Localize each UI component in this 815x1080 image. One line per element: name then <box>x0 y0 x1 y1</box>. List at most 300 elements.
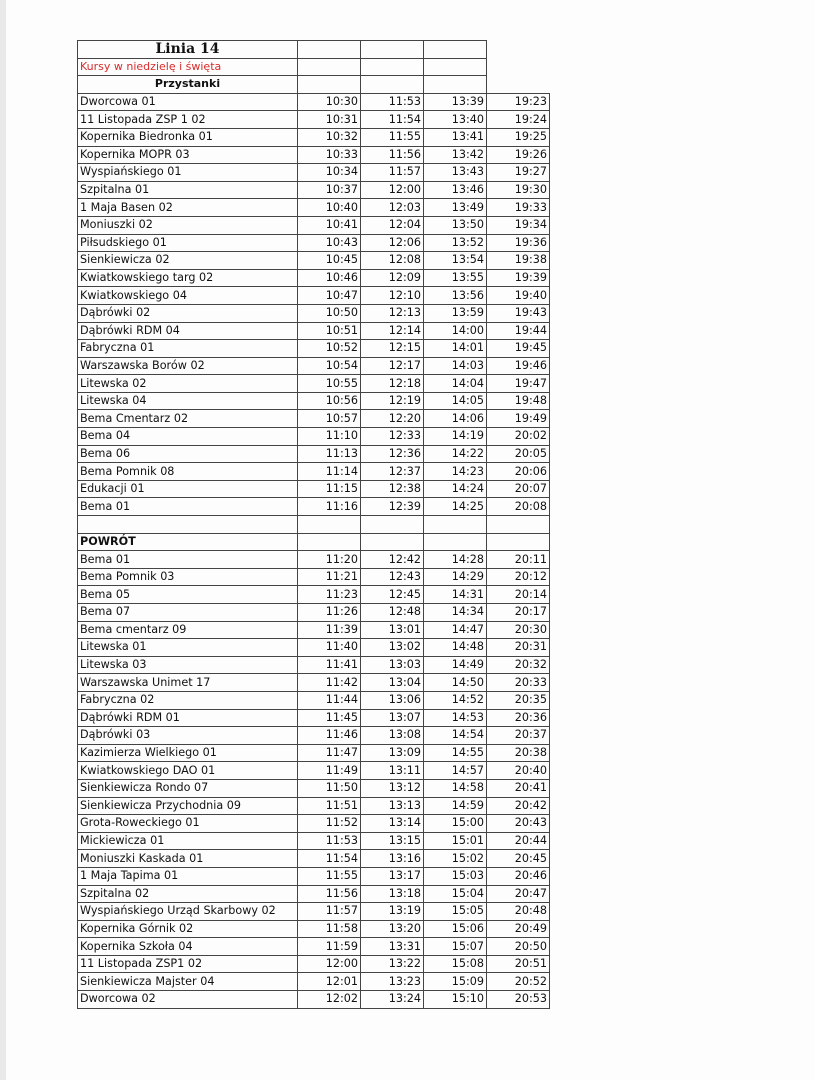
departure-time: 11:45 <box>298 709 361 727</box>
return-section-label: POWRÓT <box>78 533 298 551</box>
departure-time: 10:37 <box>298 181 361 199</box>
subtitle-row <box>78 58 550 76</box>
departure-time: 11:54 <box>361 111 424 129</box>
departure-time: 12:09 <box>361 269 424 287</box>
departure-time: 13:06 <box>361 691 424 709</box>
departure-time: 11:39 <box>298 621 361 639</box>
departure-time: 20:32 <box>487 656 550 674</box>
departure-time: 19:27 <box>487 164 550 182</box>
departure-time: 11:16 <box>298 498 361 516</box>
departure-time: 14:06 <box>424 410 487 428</box>
empty-cell <box>361 58 424 76</box>
departure-time: 12:04 <box>361 216 424 234</box>
departure-time: 19:25 <box>487 128 550 146</box>
departure-time: 20:38 <box>487 744 550 762</box>
departure-time: 13:40 <box>424 111 487 129</box>
table-row <box>78 955 550 973</box>
departure-time: 11:46 <box>298 727 361 745</box>
departure-time: 10:57 <box>298 410 361 428</box>
departure-time: 14:24 <box>424 480 487 498</box>
departure-time: 10:34 <box>298 164 361 182</box>
departure-time: 13:41 <box>424 128 487 146</box>
stop-name: Bema 05 <box>78 586 298 604</box>
stop-name: Moniuszki 02 <box>78 216 298 234</box>
departure-time: 13:55 <box>424 269 487 287</box>
departure-time: 11:54 <box>298 850 361 868</box>
departure-time: 20:31 <box>487 639 550 657</box>
departure-time: 19:39 <box>487 269 550 287</box>
departure-time: 14:01 <box>424 340 487 358</box>
table-row <box>78 586 550 604</box>
departure-time: 15:07 <box>424 938 487 956</box>
stop-name: Sienkiewicza 02 <box>78 252 298 270</box>
empty-cell <box>78 516 298 534</box>
departure-time: 11:41 <box>298 656 361 674</box>
departure-time: 10:30 <box>298 93 361 111</box>
table-row <box>78 709 550 727</box>
stop-name: Piłsudskiego 01 <box>78 234 298 252</box>
departure-time: 19:45 <box>487 340 550 358</box>
schedule-subtitle: Kursy w niedzielę i święta <box>78 58 298 76</box>
stop-name: Bema 01 <box>78 551 298 569</box>
stop-name: Wyspiańskiego 01 <box>78 164 298 182</box>
table-row <box>78 375 550 393</box>
departure-time: 13:15 <box>361 832 424 850</box>
departure-time: 19:49 <box>487 410 550 428</box>
departure-time: 20:46 <box>487 867 550 885</box>
departure-time: 13:46 <box>424 181 487 199</box>
table-row <box>78 498 550 516</box>
departure-time: 14:28 <box>424 551 487 569</box>
departure-time: 14:57 <box>424 762 487 780</box>
departure-time: 20:52 <box>487 973 550 991</box>
departure-time: 13:04 <box>361 674 424 692</box>
departure-time: 15:10 <box>424 991 487 1009</box>
table-row <box>78 727 550 745</box>
table-row <box>78 181 550 199</box>
stop-name: Dąbrówki RDM 01 <box>78 709 298 727</box>
stop-name: Moniuszki Kaskada 01 <box>78 850 298 868</box>
table-row <box>78 340 550 358</box>
departure-time: 20:36 <box>487 709 550 727</box>
departure-time: 13:02 <box>361 639 424 657</box>
blank-row <box>78 516 550 534</box>
empty-cell <box>361 41 424 59</box>
stop-name: Sienkiewicza Majster 04 <box>78 973 298 991</box>
stop-name: Dworcowa 01 <box>78 93 298 111</box>
departure-time: 11:10 <box>298 428 361 446</box>
departure-time: 13:39 <box>424 93 487 111</box>
departure-time: 13:19 <box>361 903 424 921</box>
departure-time: 15:02 <box>424 850 487 868</box>
stop-name: Dworcowa 02 <box>78 991 298 1009</box>
departure-time: 14:04 <box>424 375 487 393</box>
departure-time: 12:17 <box>361 357 424 375</box>
empty-cell <box>424 41 487 59</box>
table-row <box>78 199 550 217</box>
departure-time: 10:33 <box>298 146 361 164</box>
stop-name: Dąbrówki RDM 04 <box>78 322 298 340</box>
stops-header: Przystanki <box>78 76 298 94</box>
table-row <box>78 938 550 956</box>
departure-time: 12:37 <box>361 463 424 481</box>
departure-time: 14:49 <box>424 656 487 674</box>
table-row <box>78 463 550 481</box>
stop-name: Wyspiańskiego Urząd Skarbowy 02 <box>78 903 298 921</box>
empty-cell <box>424 533 487 551</box>
departure-time: 15:04 <box>424 885 487 903</box>
departure-time: 13:07 <box>361 709 424 727</box>
departure-time: 15:08 <box>424 955 487 973</box>
departure-time: 12:45 <box>361 586 424 604</box>
departure-time: 15:05 <box>424 903 487 921</box>
empty-cell <box>424 58 487 76</box>
stop-name: Sienkiewicza Rondo 07 <box>78 779 298 797</box>
departure-time: 11:20 <box>298 551 361 569</box>
table-row <box>78 322 550 340</box>
departure-time: 15:01 <box>424 832 487 850</box>
departure-time: 12:06 <box>361 234 424 252</box>
departure-time: 11:42 <box>298 674 361 692</box>
departure-time: 12:48 <box>361 604 424 622</box>
stop-name: Edukacji 01 <box>78 480 298 498</box>
departure-time: 13:43 <box>424 164 487 182</box>
empty-cell <box>298 58 361 76</box>
table-row <box>78 674 550 692</box>
table-row <box>78 991 550 1009</box>
departure-time: 15:00 <box>424 815 487 833</box>
departure-time: 20:14 <box>487 586 550 604</box>
departure-time: 20:06 <box>487 463 550 481</box>
stop-name: Bema cmentarz 09 <box>78 621 298 639</box>
stop-name: Litewska 03 <box>78 656 298 674</box>
table-row <box>78 832 550 850</box>
departure-time: 20:08 <box>487 498 550 516</box>
departure-time: 19:30 <box>487 181 550 199</box>
departure-time: 12:10 <box>361 287 424 305</box>
departure-time: 14:50 <box>424 674 487 692</box>
stop-name: Litewska 02 <box>78 375 298 393</box>
table-row <box>78 445 550 463</box>
table-row <box>78 410 550 428</box>
departure-time: 19:43 <box>487 304 550 322</box>
table-row <box>78 568 550 586</box>
table-row <box>78 920 550 938</box>
empty-cell <box>424 76 487 94</box>
departure-time: 10:31 <box>298 111 361 129</box>
departure-time: 10:52 <box>298 340 361 358</box>
table-row <box>78 656 550 674</box>
departure-time: 12:36 <box>361 445 424 463</box>
departure-time: 10:50 <box>298 304 361 322</box>
departure-time: 20:12 <box>487 568 550 586</box>
departure-time: 11:47 <box>298 744 361 762</box>
departure-time: 10:43 <box>298 234 361 252</box>
empty-cell <box>298 516 361 534</box>
empty-cell <box>424 516 487 534</box>
timetable-title: Linia 14 <box>78 41 298 59</box>
stop-name: 11 Listopada ZSP 1 02 <box>78 111 298 129</box>
departure-time: 13:18 <box>361 885 424 903</box>
stop-name: Bema 07 <box>78 604 298 622</box>
departure-time: 11:57 <box>298 903 361 921</box>
empty-cell <box>298 533 361 551</box>
departure-time: 20:41 <box>487 779 550 797</box>
departure-time: 11:14 <box>298 463 361 481</box>
stop-name: Kwiatkowskiego targ 02 <box>78 269 298 287</box>
departure-time: 12:15 <box>361 340 424 358</box>
empty-cell <box>361 516 424 534</box>
departure-time: 20:37 <box>487 727 550 745</box>
departure-time: 13:14 <box>361 815 424 833</box>
stop-name: 1 Maja Tapima 01 <box>78 867 298 885</box>
table-row <box>78 779 550 797</box>
departure-time: 12:00 <box>361 181 424 199</box>
departure-time: 14:23 <box>424 463 487 481</box>
departure-time: 19:24 <box>487 111 550 129</box>
stop-name: Litewska 04 <box>78 392 298 410</box>
stop-name: Dąbrówki 03 <box>78 727 298 745</box>
departure-time: 11:50 <box>298 779 361 797</box>
table-row <box>78 604 550 622</box>
departure-time: 19:44 <box>487 322 550 340</box>
departure-time: 13:11 <box>361 762 424 780</box>
table-row <box>78 269 550 287</box>
table-row <box>78 392 550 410</box>
departure-time: 11:57 <box>361 164 424 182</box>
departure-time: 12:02 <box>298 991 361 1009</box>
table-row <box>78 639 550 657</box>
departure-time: 11:53 <box>298 832 361 850</box>
empty-cell <box>487 516 550 534</box>
stop-name: 1 Maja Basen 02 <box>78 199 298 217</box>
departure-time: 12:18 <box>361 375 424 393</box>
departure-time: 19:34 <box>487 216 550 234</box>
table-row <box>78 885 550 903</box>
departure-time: 20:48 <box>487 903 550 921</box>
stop-name: Kopernika Górnik 02 <box>78 920 298 938</box>
stop-name: Sienkiewicza Przychodnia 09 <box>78 797 298 815</box>
departure-time: 14:00 <box>424 322 487 340</box>
departure-time: 11:53 <box>361 93 424 111</box>
table-row <box>78 428 550 446</box>
departure-time: 20:45 <box>487 850 550 868</box>
departure-time: 13:50 <box>424 216 487 234</box>
departure-time: 14:47 <box>424 621 487 639</box>
table-row <box>78 234 550 252</box>
stop-name: Warszawska Borów 02 <box>78 357 298 375</box>
departure-time: 11:23 <box>298 586 361 604</box>
stop-name: Kopernika Biedronka 01 <box>78 128 298 146</box>
departure-time: 14:31 <box>424 586 487 604</box>
table-row <box>78 111 550 129</box>
stop-name: Mickiewicza 01 <box>78 832 298 850</box>
empty-cell <box>361 533 424 551</box>
departure-time: 20:07 <box>487 480 550 498</box>
table-row <box>78 216 550 234</box>
table-row <box>78 797 550 815</box>
stop-name: Litewska 01 <box>78 639 298 657</box>
stop-name: Kwiatkowskiego DAO 01 <box>78 762 298 780</box>
empty-cell <box>298 76 361 94</box>
table-row <box>78 744 550 762</box>
departure-time: 13:42 <box>424 146 487 164</box>
departure-time: 20:35 <box>487 691 550 709</box>
stop-name: Bema 06 <box>78 445 298 463</box>
departure-time: 20:51 <box>487 955 550 973</box>
departure-time: 15:06 <box>424 920 487 938</box>
departure-time: 11:15 <box>298 480 361 498</box>
departure-time: 14:05 <box>424 392 487 410</box>
departure-time: 12:19 <box>361 392 424 410</box>
table-row <box>78 304 550 322</box>
timetable <box>77 40 550 1009</box>
departure-time: 13:01 <box>361 621 424 639</box>
departure-time: 13:54 <box>424 252 487 270</box>
departure-time: 13:31 <box>361 938 424 956</box>
departure-time: 13:13 <box>361 797 424 815</box>
departure-time: 19:48 <box>487 392 550 410</box>
departure-time: 12:13 <box>361 304 424 322</box>
table-row <box>78 146 550 164</box>
table-row <box>78 903 550 921</box>
departure-time: 11:59 <box>298 938 361 956</box>
stop-name: Bema Pomnik 08 <box>78 463 298 481</box>
departure-time: 20:02 <box>487 428 550 446</box>
stop-name: Kwiatkowskiego 04 <box>78 287 298 305</box>
departure-time: 10:54 <box>298 357 361 375</box>
table-row <box>78 480 550 498</box>
departure-time: 11:21 <box>298 568 361 586</box>
departure-time: 11:52 <box>298 815 361 833</box>
stop-name: Bema 04 <box>78 428 298 446</box>
departure-time: 10:32 <box>298 128 361 146</box>
table-row <box>78 252 550 270</box>
departure-time: 13:12 <box>361 779 424 797</box>
empty-cell <box>361 76 424 94</box>
departure-time: 13:20 <box>361 920 424 938</box>
departure-time: 13:17 <box>361 867 424 885</box>
departure-time: 14:58 <box>424 779 487 797</box>
departure-time: 10:56 <box>298 392 361 410</box>
departure-time: 11:44 <box>298 691 361 709</box>
departure-time: 12:14 <box>361 322 424 340</box>
stop-name: 11 Listopada ZSP1 02 <box>78 955 298 973</box>
table-row <box>78 128 550 146</box>
departure-time: 20:33 <box>487 674 550 692</box>
header-row <box>78 76 550 94</box>
departure-time: 15:09 <box>424 973 487 991</box>
departure-time: 20:42 <box>487 797 550 815</box>
table-row <box>78 762 550 780</box>
departure-time: 19:47 <box>487 375 550 393</box>
departure-time: 20:47 <box>487 885 550 903</box>
departure-time: 13:52 <box>424 234 487 252</box>
departure-time: 14:19 <box>424 428 487 446</box>
table-row <box>78 357 550 375</box>
departure-time: 10:46 <box>298 269 361 287</box>
departure-time: 19:26 <box>487 146 550 164</box>
empty-cell <box>487 533 550 551</box>
page-edge <box>0 0 6 1080</box>
departure-time: 20:44 <box>487 832 550 850</box>
departure-time: 14:22 <box>424 445 487 463</box>
table-row <box>78 551 550 569</box>
table-row <box>78 93 550 111</box>
departure-time: 14:29 <box>424 568 487 586</box>
departure-time: 11:51 <box>298 797 361 815</box>
stop-name: Szpitalna 01 <box>78 181 298 199</box>
title-row <box>78 41 550 59</box>
departure-time: 20:43 <box>487 815 550 833</box>
stop-name: Kopernika MOPR 03 <box>78 146 298 164</box>
departure-time: 12:42 <box>361 551 424 569</box>
departure-time: 10:41 <box>298 216 361 234</box>
departure-time: 20:40 <box>487 762 550 780</box>
stop-name: Fabryczna 02 <box>78 691 298 709</box>
departure-time: 12:00 <box>298 955 361 973</box>
departure-time: 11:56 <box>298 885 361 903</box>
stop-name: Kazimierza Wielkiego 01 <box>78 744 298 762</box>
departure-time: 19:46 <box>487 357 550 375</box>
departure-time: 13:49 <box>424 199 487 217</box>
stop-name: Bema Pomnik 03 <box>78 568 298 586</box>
departure-time: 13:16 <box>361 850 424 868</box>
departure-time: 11:55 <box>298 867 361 885</box>
departure-time: 12:20 <box>361 410 424 428</box>
departure-time: 11:55 <box>361 128 424 146</box>
departure-time: 14:48 <box>424 639 487 657</box>
departure-time: 13:09 <box>361 744 424 762</box>
stop-name: Szpitalna 02 <box>78 885 298 903</box>
stop-name: Dąbrówki 02 <box>78 304 298 322</box>
departure-time: 19:23 <box>487 93 550 111</box>
departure-time: 12:39 <box>361 498 424 516</box>
departure-time: 14:52 <box>424 691 487 709</box>
departure-time: 13:23 <box>361 973 424 991</box>
departure-time: 11:49 <box>298 762 361 780</box>
departure-time: 20:11 <box>487 551 550 569</box>
departure-time: 14:54 <box>424 727 487 745</box>
departure-time: 20:50 <box>487 938 550 956</box>
departure-time: 13:03 <box>361 656 424 674</box>
departure-time: 12:38 <box>361 480 424 498</box>
departure-time: 10:45 <box>298 252 361 270</box>
departure-time: 10:51 <box>298 322 361 340</box>
departure-time: 19:40 <box>487 287 550 305</box>
departure-time: 13:24 <box>361 991 424 1009</box>
table-row <box>78 815 550 833</box>
departure-time: 11:13 <box>298 445 361 463</box>
table-row <box>78 867 550 885</box>
departure-time: 13:22 <box>361 955 424 973</box>
table-row <box>78 621 550 639</box>
departure-time: 13:56 <box>424 287 487 305</box>
departure-time: 12:08 <box>361 252 424 270</box>
departure-time: 19:38 <box>487 252 550 270</box>
departure-time: 12:01 <box>298 973 361 991</box>
empty-cell <box>298 41 361 59</box>
departure-time: 14:03 <box>424 357 487 375</box>
stop-name: Grota-Roweckiego 01 <box>78 815 298 833</box>
departure-time: 19:36 <box>487 234 550 252</box>
departure-time: 11:56 <box>361 146 424 164</box>
departure-time: 20:30 <box>487 621 550 639</box>
section-row <box>78 533 550 551</box>
departure-time: 13:59 <box>424 304 487 322</box>
stop-name: Bema Cmentarz 02 <box>78 410 298 428</box>
stop-name: Fabryczna 01 <box>78 340 298 358</box>
